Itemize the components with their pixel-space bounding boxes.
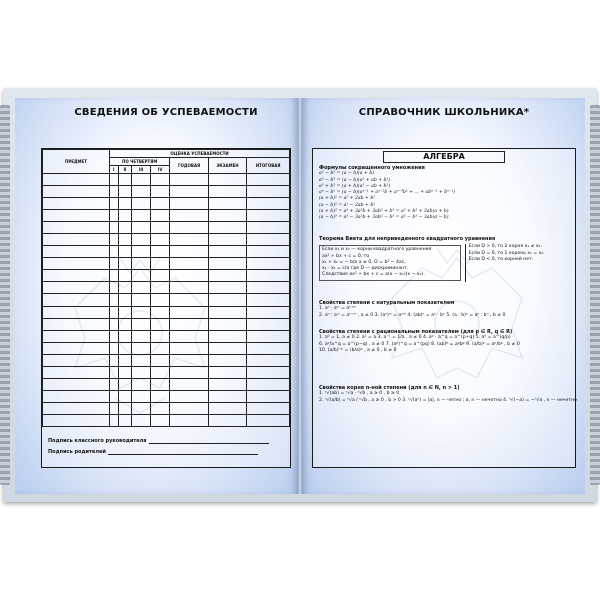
grade-cell[interactable] [170,294,208,306]
formula-line: 1. ⁿ√(ab) = ⁿ√a · ⁿ√b , a ≥ 0 , b ≥ 0 [319,391,400,397]
grade-cell[interactable] [208,174,247,186]
grade-cell[interactable] [151,270,170,282]
grade-cell[interactable] [208,210,247,222]
grade-cell[interactable] [151,198,170,210]
subject-cell[interactable] [43,270,110,282]
formula-line: ax² + bx + c = 0, то [322,253,370,259]
grade-cell[interactable] [170,222,208,234]
grade-cell[interactable] [110,174,119,186]
grade-cell[interactable] [110,258,119,270]
vieta-section [319,236,569,282]
grade-cell[interactable] [208,234,247,246]
vieta-title: Теорема Виета для неприведенного квадратного уравнения [319,236,496,242]
grade-cell[interactable] [151,318,170,330]
grade-cell[interactable] [110,282,119,294]
grade-cell[interactable] [151,414,170,426]
grade-cell[interactable] [132,282,151,294]
abridged-title: Формулы сокращенного умножения [319,165,425,171]
subject-cell[interactable] [43,354,110,366]
subject-cell[interactable] [43,306,110,318]
formula-line: x₁ · x₂ = c/a где D — дискриминант. [322,266,409,272]
grade-cell[interactable] [132,318,151,330]
grade-cell[interactable] [208,282,247,294]
formula-line: a³ + b³ = (a + b)(a² − ab + b²) [319,183,391,189]
grade-cell[interactable] [170,330,208,342]
grade-cell[interactable] [247,186,290,198]
grade-cell[interactable] [151,342,170,354]
subject-header: ПРЕДМЕТ [43,150,110,174]
formula-line: 2. aⁿ : aᵐ = aⁿ⁻ᵐ , a ≠ 0 3. (aⁿ)ᵐ = aⁿᵐ 4. (ab)ⁿ = aⁿ · bⁿ 5. (a : b)ⁿ = aⁿ : bⁿ , b ≠ 0 [319,312,506,318]
formula-line: 1. a⁰ = 1, a ≠ 0 2. a¹ = a 3. a⁻¹ = 1/a , a ≠ 0 4. aᵖ · a^q = a^(p+q) 5. a⁰ = a^(q/p) [319,335,511,341]
grade-cell[interactable] [247,270,290,282]
grade-cell[interactable] [118,282,132,294]
grade-cell[interactable] [132,378,151,390]
grade-cell[interactable] [208,414,247,426]
table-row [43,330,290,342]
grade-cell[interactable] [151,306,170,318]
subject-cell[interactable] [43,414,110,426]
table-row [43,222,290,234]
grade-cell[interactable] [110,366,119,378]
table-row [43,366,290,378]
formula-line: 10. (a/b)⁻ᵖ = (b/a)ᵖ , a ≠ 0 , b ≠ 0 [319,347,397,353]
formula-line: (a + b)³ = a³ + 3a²b + 3ab² + b³ = a³ + b³ + 3ab(a + b) [319,209,449,215]
root-title: Свойства корня n-ной степени (для n ∈ N, n > 1) [319,385,460,391]
grade-cell[interactable] [170,210,208,222]
grade-cell[interactable] [118,222,132,234]
grade-cell[interactable] [247,174,290,186]
grade-cell[interactable] [151,222,170,234]
grades-panel [41,107,291,468]
formula-line: Если D > 0, то 2 корня x₁ ≠ x₂. [468,244,542,250]
grade-cell[interactable] [110,330,119,342]
teacher-signature-line [48,438,269,444]
grade-cell[interactable] [208,306,247,318]
grade-cell[interactable] [110,318,119,330]
grade-cell[interactable] [247,378,290,390]
grade-cell[interactable] [132,174,151,186]
grade-cell[interactable] [247,306,290,318]
parents-signature-line [48,449,258,455]
grade-cell[interactable] [110,234,119,246]
grade-cell[interactable] [132,330,151,342]
grade-cell[interactable] [110,246,119,258]
grade-cell[interactable] [247,198,290,210]
grade-cell[interactable] [110,354,119,366]
grade-cell[interactable] [208,342,247,354]
algebra-section-title: АЛГЕБРА [383,151,505,163]
grade-cell[interactable] [118,306,132,318]
grade-cell[interactable] [208,402,247,414]
page-title: СПРАВОЧНИК ШКОЛЬНИКА* [358,107,530,118]
grade-cell[interactable] [118,294,132,306]
grade-cell[interactable] [208,330,247,342]
grade-cell[interactable] [151,378,170,390]
grade-cell[interactable] [132,198,151,210]
grade-cell[interactable] [118,174,132,186]
grade-cell[interactable] [170,342,208,354]
grade-cell[interactable] [110,222,119,234]
subject-cell[interactable] [43,318,110,330]
grade-cell[interactable] [208,270,247,282]
right-page [302,98,585,494]
grades-table [42,149,290,427]
grade-cell[interactable] [132,234,151,246]
quarter-3: III [132,166,151,174]
grade-cell[interactable] [247,366,290,378]
grade-cell[interactable] [208,390,247,402]
grade-cell[interactable] [110,294,119,306]
grade-cell[interactable] [151,366,170,378]
table-row [43,234,290,246]
grades-table-body [43,174,290,427]
quarter-4: IV [151,166,170,174]
year-header: ГОДОВАЯ [170,158,208,174]
teacher-signature-label: Подпись классного руководителя [48,438,147,444]
grade-cell[interactable] [208,354,247,366]
grade-cell[interactable] [118,402,132,414]
grade-cell[interactable] [118,366,132,378]
formula-line: 2. ⁿ√(a/b) = ⁿ√a / ⁿ√b , a ≥ 0 , b > 0 3. ⁿ√(aⁿ) = |a|, n — четно ; a, n — нечетно 4. ⁿ√(−a) = −ⁿ√a , n — нечетно [319,397,577,403]
table-row [43,210,290,222]
grade-cell[interactable] [110,198,119,210]
formula-line: 6. aᵖ/a^q = a^(p−q) , a ≠ 0 7. (aᵖ)^q = a^(pq) 8. (ab)ᵖ = aᵖbᵖ 9. (a/b)ᵖ = aᵖ/bᵖ , b ≠ 0 [319,341,520,347]
grade-cell[interactable] [132,354,151,366]
subject-cell[interactable] [43,174,110,186]
grade-cell[interactable] [151,210,170,222]
formula-line: Следствие ax² + bx + c = a(x − x₁)(x − x₂). [322,272,425,278]
grade-cell[interactable] [170,258,208,270]
grade-cell[interactable] [110,378,119,390]
formula-line: aⁿ − bⁿ = (a − b)(aⁿ⁻¹ + aⁿ⁻²b + aⁿ⁻³b² + ... + abⁿ⁻² + bⁿ⁻¹) [319,190,455,196]
grade-cell[interactable] [118,354,132,366]
grade-cell[interactable] [110,306,119,318]
formula-line: (a − b)² = a² − 2ab + b² [319,202,376,208]
table-row [43,294,290,306]
subject-cell[interactable] [43,282,110,294]
page-title: СВЕДЕНИЯ ОБ УСПЕВАЕМОСТИ [74,107,258,118]
grade-cell[interactable] [247,318,290,330]
formula-line: a² − b² = (a − b)(a + b) [319,171,374,177]
rational-exponent-section [319,329,569,354]
grade-cell[interactable] [208,222,247,234]
subject-cell[interactable] [43,330,110,342]
grade-cell[interactable] [151,246,170,258]
table-row [43,390,290,402]
grade-cell[interactable] [170,270,208,282]
formula-line: (a − b)³ = a³ − 3a²b + 3ab² − b³ = a³ − b³ − 3ab(a − b) [319,215,449,221]
grade-cell[interactable] [247,390,290,402]
grade-cell[interactable] [151,258,170,270]
grade-cell[interactable] [151,390,170,402]
grade-cell[interactable] [247,294,290,306]
grade-cell[interactable] [170,186,208,198]
grade-cell[interactable] [247,234,290,246]
grade-cell[interactable] [118,186,132,198]
table-row [43,270,290,282]
grade-cell[interactable] [208,186,247,198]
table-row [43,198,290,210]
subject-cell[interactable] [43,402,110,414]
table-row [43,402,290,414]
grade-cell[interactable] [151,294,170,306]
grade-cell[interactable] [151,234,170,246]
grade-cell[interactable] [170,174,208,186]
grade-cell[interactable] [170,354,208,366]
vieta-formulas [319,245,461,280]
final-header: ИТОГОВАЯ [247,158,290,174]
grade-cell[interactable] [247,222,290,234]
teacher-signature-field[interactable] [149,443,269,444]
grade-cell[interactable] [132,402,151,414]
root-formulas [319,391,577,404]
grade-cell[interactable] [247,210,290,222]
table-row [43,258,290,270]
root-section [319,385,577,404]
subject-cell[interactable] [43,222,110,234]
grade-cell[interactable] [247,330,290,342]
formula-line: (a + b)² = a² + 2ab + b² [319,196,376,202]
subject-cell[interactable] [43,210,110,222]
grade-cell[interactable] [132,258,151,270]
grade-cell[interactable] [247,258,290,270]
quarters-header: ПО ЧЕТВЕРТЯМ [110,158,170,166]
grade-cell[interactable] [132,294,151,306]
table-row [43,354,290,366]
grade-cell[interactable] [110,186,119,198]
abridged-formulas [319,171,569,221]
parents-signature-label: Подпись родителей [48,449,106,455]
formula-line: Если D = 0, то 1 корень x₁ = x₂. [468,250,545,256]
grade-cell[interactable] [110,270,119,282]
table-row [43,174,290,186]
grade-cell[interactable] [151,174,170,186]
rat-title: Свойства степени с рациональным показателем (для p ∈ R, q ∈ R) [319,329,513,335]
grade-cell[interactable] [247,354,290,366]
grade-cell[interactable] [118,198,132,210]
grade-cell[interactable] [132,210,151,222]
grade-cell[interactable] [132,342,151,354]
quarter-1: I [110,166,119,174]
grade-cell[interactable] [110,390,119,402]
grade-cell[interactable] [132,222,151,234]
subject-cell[interactable] [43,342,110,354]
grade-cell[interactable] [208,294,247,306]
grade-cell[interactable] [132,390,151,402]
grade-cell[interactable] [110,414,119,426]
table-row [43,282,290,294]
nat-formulas [319,306,569,319]
grade-cell[interactable] [110,342,119,354]
page-edges-right [590,105,600,485]
subject-cell[interactable] [43,186,110,198]
parents-signature-field[interactable] [108,454,258,455]
subject-cell[interactable] [43,258,110,270]
formula-line: Если D < 0, то корней нет. [468,256,534,262]
subject-cell[interactable] [43,198,110,210]
grade-cell[interactable] [170,246,208,258]
grade-cell[interactable] [118,330,132,342]
grade-cell[interactable] [132,270,151,282]
grade-cell[interactable] [118,318,132,330]
subject-cell[interactable] [43,378,110,390]
grade-cell[interactable] [208,246,247,258]
table-row [43,246,290,258]
grade-cell[interactable] [132,414,151,426]
grade-cell[interactable] [118,246,132,258]
quarter-2: II [118,166,132,174]
grade-cell[interactable] [118,258,132,270]
grade-cell[interactable] [170,414,208,426]
grade-cell[interactable] [208,258,247,270]
grade-cell[interactable] [247,246,290,258]
grade-cell[interactable] [118,270,132,282]
subject-cell[interactable] [43,246,110,258]
formula-line: x₁ + x₂ = − b/a a ≠ 0, D = b² − 4ac, [322,259,406,265]
table-row [43,186,290,198]
grade-cell[interactable] [170,282,208,294]
abridged-multiplication [319,165,569,222]
grade-cell[interactable] [208,366,247,378]
page-edges-left [0,105,10,485]
grade-cell[interactable] [170,366,208,378]
grade-cell[interactable] [170,378,208,390]
grade-header: ОЦЕНКА УСПЕВАЕМОСТИ [110,150,290,158]
grade-cell[interactable] [151,402,170,414]
grade-cell[interactable] [247,414,290,426]
grade-cell[interactable] [208,318,247,330]
subject-cell[interactable] [43,234,110,246]
natural-exponent-section [319,300,569,319]
table-row [43,342,290,354]
left-page [15,98,298,494]
grade-cell[interactable] [118,378,132,390]
exam-header: ЭКЗАМЕН [208,158,247,174]
grade-cell[interactable] [132,306,151,318]
grade-cell[interactable] [247,282,290,294]
grade-cell[interactable] [118,342,132,354]
grade-cell[interactable] [170,306,208,318]
subject-cell[interactable] [43,390,110,402]
grade-cell[interactable] [170,318,208,330]
grade-cell[interactable] [151,330,170,342]
grade-cell[interactable] [118,390,132,402]
grade-cell[interactable] [170,198,208,210]
discriminant-cases [465,244,569,281]
grade-cell[interactable] [208,378,247,390]
grade-cell[interactable] [151,354,170,366]
table-row [43,414,290,426]
grade-cell[interactable] [132,246,151,258]
grade-cell[interactable] [118,210,132,222]
grade-cell[interactable] [110,402,119,414]
grade-cell[interactable] [170,390,208,402]
grade-cell[interactable] [151,282,170,294]
grade-cell[interactable] [118,414,132,426]
grade-cell[interactable] [110,210,119,222]
grade-cell[interactable] [170,234,208,246]
table-row [43,306,290,318]
table-row [43,378,290,390]
formula-line: a³ − b³ = (a − b)(a² + ab + b²) [319,177,391,183]
formula-line: 1. aⁿ · aᵐ = aⁿ⁺ᵐ [319,306,357,312]
nat-title: Свойства степени с натуральным показателем [319,300,455,306]
subject-cell[interactable] [43,366,110,378]
grade-cell[interactable] [151,186,170,198]
rat-formulas [319,335,569,354]
subject-cell[interactable] [43,294,110,306]
grade-cell[interactable] [132,186,151,198]
table-row [43,318,290,330]
grade-cell[interactable] [118,234,132,246]
reference-panel [312,107,577,468]
grade-cell[interactable] [247,402,290,414]
grade-cell[interactable] [208,198,247,210]
grade-cell[interactable] [247,342,290,354]
formula-line: Если x₁ и x₂ — корни квадратного уравнения [322,247,432,253]
grade-cell[interactable] [132,366,151,378]
grade-cell[interactable] [170,402,208,414]
